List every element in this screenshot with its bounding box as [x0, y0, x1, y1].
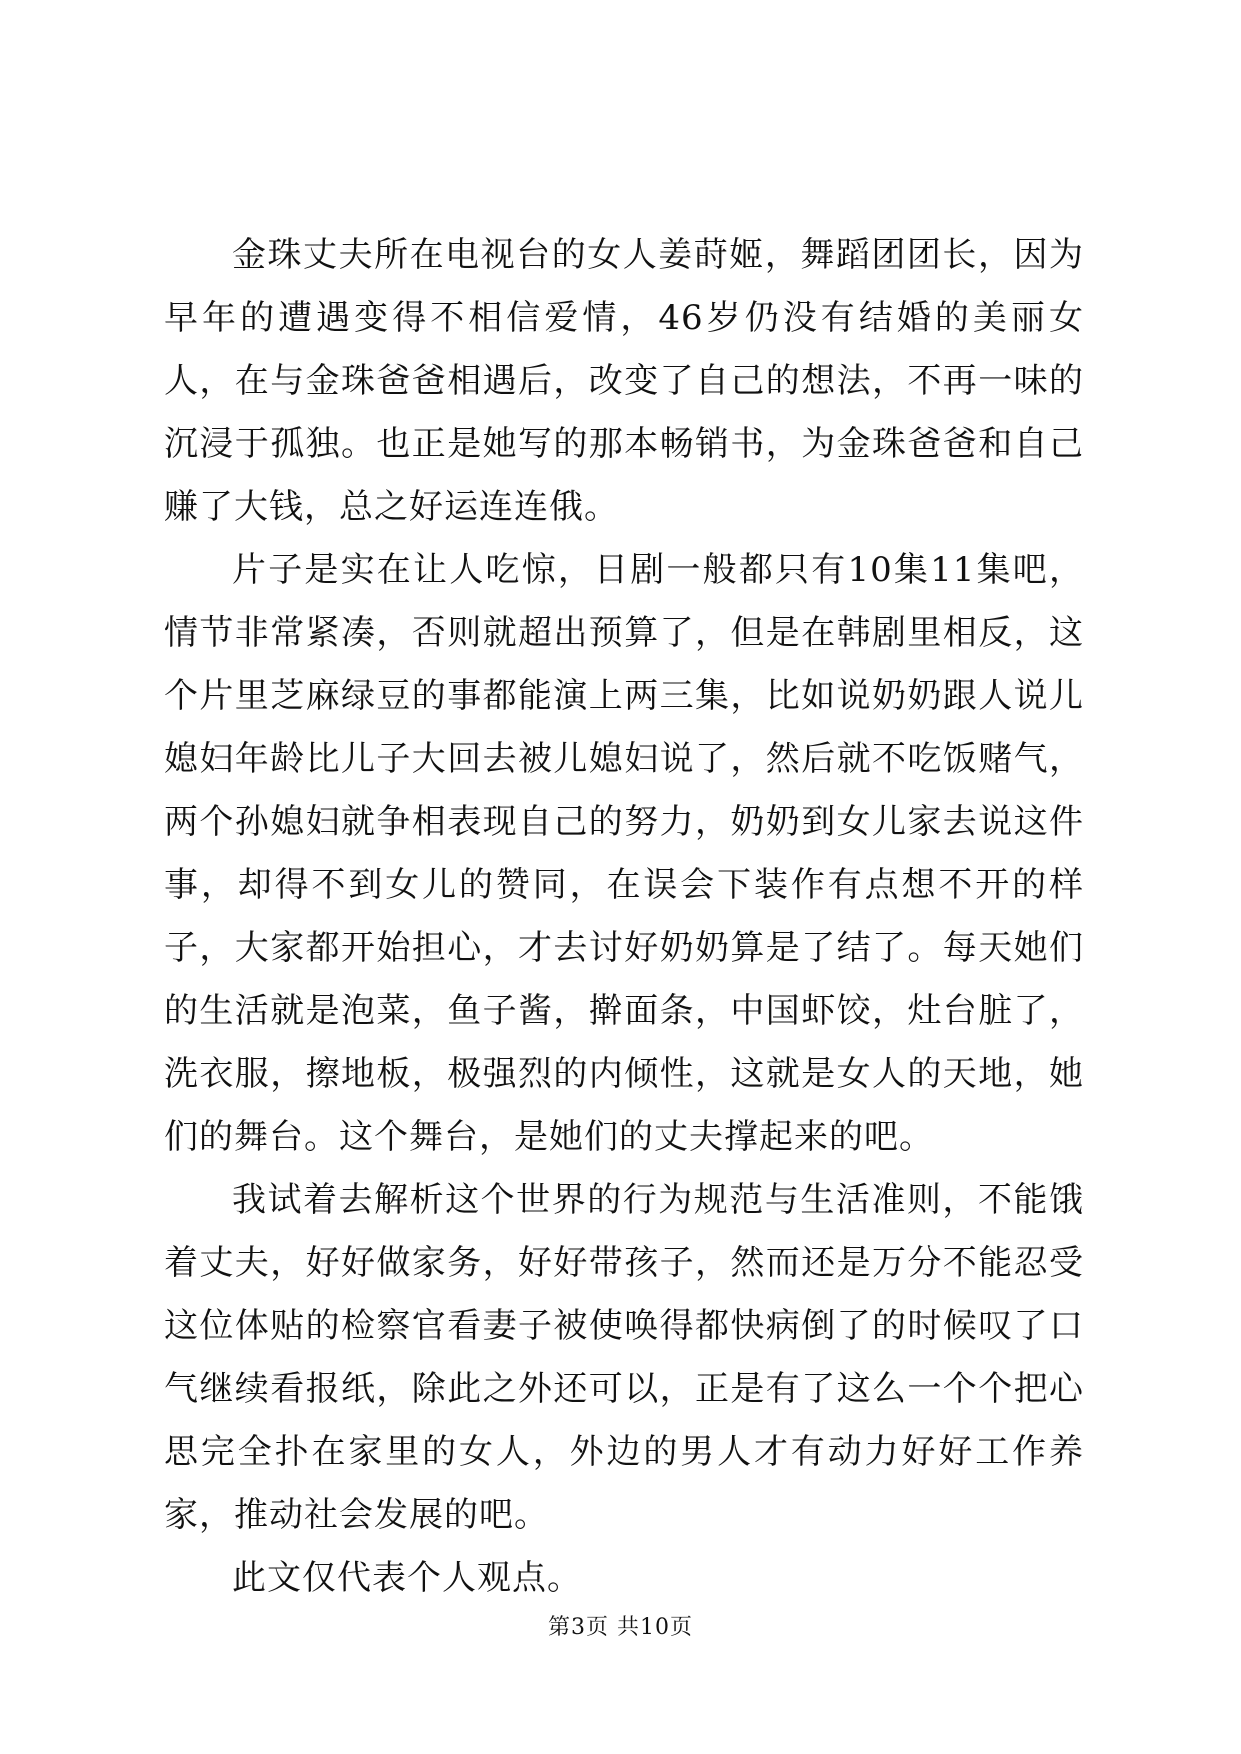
page-number-footer: 第3页 共10页: [548, 1615, 693, 1640]
paragraph: 片子是实在让人吃惊，日剧一般都只有10集11集吧，情节非常紧凑，否则就超出预算了，但是在韩剧里相反，这个片里芝麻绿豆的事都能演上两三集，比如说奶奶跟人说儿媳妇年龄比儿子大回去被儿媳妇说了，然后就不吃饭赌气，两个孙媳妇就争相表现自己的努力，奶奶到女儿家去说这件事，却得不到女儿的赞同，在误会下装作有点想不开的样子，大家都开始担心，才去讨好奶奶算是了结了。每天她们的生活就是泡菜，鱼子酱，擀面条，中国虾饺，灶台脏了，洗衣服，擦地板，极强烈的内倾性，这就是女人的天地，她们的舞台。这个舞台，是她们的丈夫撑起来的吧。: [164, 550, 1084, 1157]
paragraph: 金珠丈夫所在电视台的女人姜莳姬，舞蹈团团长，因为早年的遭遇变得不相信爱情，46岁仍没有结婚的美丽女人，在与金珠爸爸相遇后，改变了自己的想法，不再一味的沉浸于孤独。也正是她写的那本畅销书，为金珠爸爸和自己赚了大钱，总之好运连连俄。: [164, 235, 1084, 527]
paragraph: 我试着去解析这个世界的行为规范与生活准则，不能饿着丈夫，好好做家务，好好带孩子，然而还是万分不能忍受这位体贴的检察官看妻子被使唤得都快病倒了的时候叹了口气继续看报纸，除此之外还可以，正是有了这么一个个把心思完全扑在家里的女人，外边的男人才有动力好好工作养家，推动社会发展的吧。: [164, 1180, 1084, 1535]
document-body: [164, 224, 1084, 1610]
paragraph: 此文仅代表个人观点。: [232, 1558, 582, 1598]
